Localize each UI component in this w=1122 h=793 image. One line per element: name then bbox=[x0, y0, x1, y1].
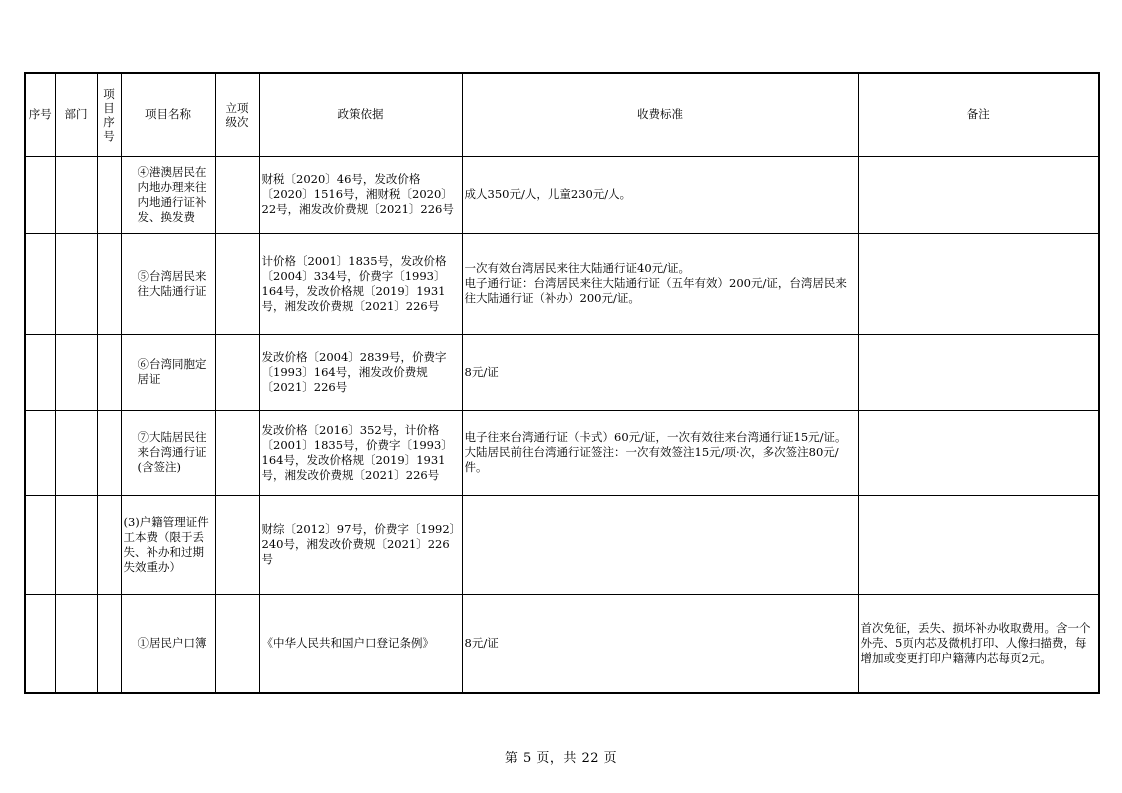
remark-cell bbox=[858, 410, 1099, 495]
table-row bbox=[25, 156, 1099, 233]
fee-cell: 8元/证 bbox=[462, 594, 858, 693]
remark-cell bbox=[858, 495, 1099, 594]
seq-cell bbox=[25, 233, 55, 334]
table-row bbox=[25, 594, 1099, 693]
item-seq-cell bbox=[97, 594, 121, 693]
dept-cell bbox=[55, 410, 97, 495]
seq-cell bbox=[25, 594, 55, 693]
item-seq-cell bbox=[97, 334, 121, 410]
level-cell bbox=[215, 410, 259, 495]
item-name-cell bbox=[121, 233, 215, 334]
table-row bbox=[25, 410, 1099, 495]
header-dept: 部门 bbox=[55, 73, 97, 156]
policy-cell: 《中华人民共和国户口登记条例》 bbox=[259, 594, 462, 693]
fee-cell: 一次有效台湾居民来往大陆通行证40元/证。 电子通行证：台湾居民来往大陆通行证（五年有效）200元/证，台湾居民来往大陆通行证（补办）200元/证。 bbox=[462, 233, 858, 334]
dept-cell bbox=[55, 334, 97, 410]
seq-cell bbox=[25, 495, 55, 594]
level-cell bbox=[215, 233, 259, 334]
item-name: ⑤台湾居民来往大陆通行证 bbox=[137, 268, 207, 298]
header-item-name: 项目名称 bbox=[121, 73, 215, 156]
item-name-cell bbox=[121, 495, 215, 594]
dept-cell bbox=[55, 233, 97, 334]
page-footer: 第 5 页，共 22 页 bbox=[504, 751, 618, 766]
seq-cell bbox=[25, 156, 55, 233]
seq-cell bbox=[25, 334, 55, 410]
table-row bbox=[25, 233, 1099, 334]
level-cell bbox=[215, 594, 259, 693]
dept-cell bbox=[55, 495, 97, 594]
dept-cell bbox=[55, 156, 97, 233]
item-seq-cell bbox=[97, 156, 121, 233]
policy-cell: 发改价格〔2016〕352号，计价格〔2001〕1835号，价费字〔1993〕164号，发改价格规〔2019〕1931号，湘发改价费规〔2021〕226号 bbox=[259, 410, 462, 495]
header-item-seq bbox=[97, 73, 121, 156]
header-level bbox=[215, 73, 259, 156]
header-level-text: 立项级次 bbox=[225, 100, 249, 129]
level-cell bbox=[215, 495, 259, 594]
header-remark: 备注 bbox=[858, 73, 1099, 156]
item-name-cell bbox=[121, 156, 215, 233]
item-name: (3)户籍管理证件工本费（限于丢失、补办和过期失效重办） bbox=[123, 514, 209, 574]
header-item-seq-text: 项目序号 bbox=[103, 86, 115, 143]
item-seq-cell bbox=[97, 233, 121, 334]
remark-cell bbox=[858, 156, 1099, 233]
remark-cell: 首次免征，丢失、损坏补办收取费用。含一个外壳、5页内芯及微机打印、人像扫描费，每增加或变更打印户籍薄内芯每页2元。 bbox=[858, 594, 1099, 693]
item-name: ⑥台湾同胞定居证 bbox=[137, 357, 207, 386]
item-name-cell bbox=[121, 334, 215, 410]
policy-cell: 财综〔2012〕97号，价费字〔1992〕240号，湘发改价费规〔2021〕226号 bbox=[259, 495, 462, 594]
dept-cell bbox=[55, 594, 97, 693]
fee-cell: 电子往来台湾通行证（卡式）60元/证，一次有效往来台湾通行证15元/证。大陆居民前往台湾通行证签注：一次有效签注15元/项·次，多次签注80元/件。 bbox=[462, 410, 858, 495]
item-name-cell bbox=[121, 410, 215, 495]
header-policy: 政策依据 bbox=[259, 73, 462, 156]
item-seq-cell bbox=[97, 410, 121, 495]
remark-cell bbox=[858, 233, 1099, 334]
header-seq: 序号 bbox=[25, 73, 55, 156]
fee-cell: 成人350元/人，儿童230元/人。 bbox=[462, 156, 858, 233]
item-seq-cell bbox=[97, 495, 121, 594]
item-name: ⑦大陆居民往来台湾通行证(含签注) bbox=[137, 430, 207, 474]
fee-table bbox=[24, 72, 1100, 694]
table-row bbox=[25, 495, 1099, 594]
policy-cell: 财税〔2020〕46号，发改价格〔2020〕1516号，湘财税〔2020〕22号，湘发改价费规〔2021〕226号 bbox=[259, 156, 462, 233]
item-name: ④港澳居民在内地办理来往内地通行证补发、换发费 bbox=[137, 164, 207, 224]
fee-cell bbox=[462, 495, 858, 594]
item-name: ①居民户口簿 bbox=[137, 635, 207, 650]
seq-cell bbox=[25, 410, 55, 495]
table-row bbox=[25, 334, 1099, 410]
fee-cell: 8元/证 bbox=[462, 334, 858, 410]
policy-cell: 发改价格〔2004〕2839号，价费字〔1993〕164号，湘发改价费规〔2021〕226号 bbox=[259, 334, 462, 410]
remark-cell bbox=[858, 334, 1099, 410]
level-cell bbox=[215, 334, 259, 410]
item-name-cell bbox=[121, 594, 215, 693]
header-fee: 收费标准 bbox=[462, 73, 858, 156]
level-cell bbox=[215, 156, 259, 233]
header-row bbox=[25, 73, 1099, 156]
policy-cell: 计价格〔2001〕1835号，发改价格〔2004〕334号，价费字〔1993〕164号，发改价格规〔2019〕1931号，湘发改价费规〔2021〕226号 bbox=[259, 233, 462, 334]
